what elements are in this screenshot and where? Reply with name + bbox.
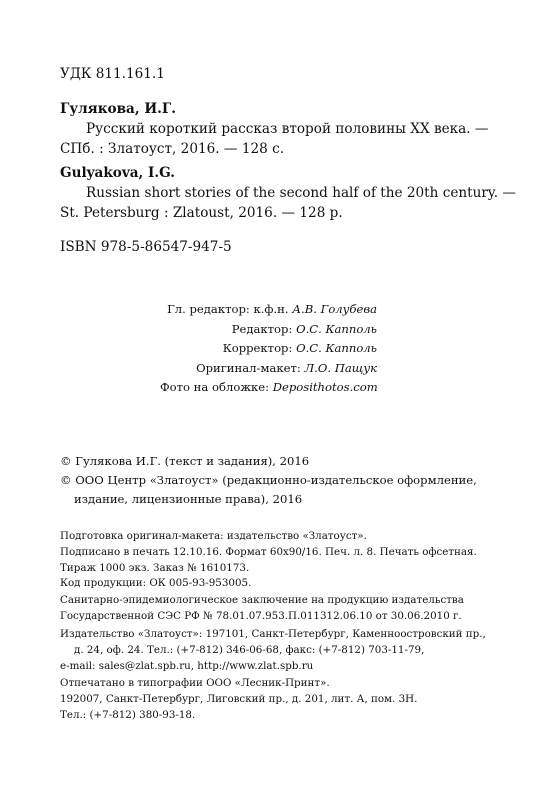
credit-role: Оригинал-макет: <box>196 360 305 375</box>
credit-editor <box>160 320 377 340</box>
publisher-line3: e-mail: sales@zlat.spb.ru, http://www.zlat.spb.ru <box>60 659 314 672</box>
publisher-line1: Издательство «Златоуст»: 197101, Санкт-Петербург, Каменноостровский пр., <box>60 628 486 640</box>
printer-line2: 192007, Санкт-Петербург, Лиговский пр., д. 201, лит. А, пом. 3Н. <box>60 692 418 705</box>
sanitary-block <box>60 593 491 625</box>
udk-code: УДК 811.161.1 <box>60 66 165 82</box>
credit-role: Корректор: <box>222 341 297 355</box>
printer-block <box>60 676 491 723</box>
imprint-prep: Подготовка оригинал-макета: издательство «Златоуст». <box>60 530 367 542</box>
isbn: ISBN 978-5-86547-947-5 <box>60 239 232 255</box>
isbn-block <box>60 237 491 257</box>
credit-person: А.В. Голубева <box>292 302 377 316</box>
sanitary-line1: Санитарно-эпидемиологическое заключение на продукцию издательства <box>60 594 464 606</box>
author-ru: Гулякова, И.Г. <box>60 101 177 117</box>
credit-person: О.С. Капполь <box>296 341 377 355</box>
title-en-line2: St. Petersburg : Zlatoust, 2016. — 128 p. <box>60 205 343 221</box>
copyright-publisher: © ООО Центр «Златоуст» (редакционно-издательское оформление, <box>60 473 477 487</box>
title-en-line1: Russian short stories of the second half of the 20th century. — <box>86 185 516 201</box>
publisher-contacts <box>60 627 491 674</box>
credit-person: Л.О. Пащук <box>304 360 377 375</box>
credits-block <box>160 300 377 398</box>
bib-entry-ru <box>60 99 491 159</box>
copyright-block <box>60 452 491 509</box>
credit-role: Гл. редактор: к.ф.н. <box>167 302 293 316</box>
credit-person: О.С. Капполь <box>296 321 377 336</box>
credit-proofreader <box>160 339 377 359</box>
title-ru-line2: СПб. : Златоуст, 2016. — 128 с. <box>60 141 285 157</box>
credit-editor-in-chief <box>160 300 377 320</box>
printer-line3: Тел.: (+7-812) 380-93-18. <box>60 708 196 721</box>
credit-role: Фото на обложке: <box>160 380 273 394</box>
credit-layout <box>160 359 377 379</box>
udk-block <box>60 64 491 84</box>
imprint-details <box>60 529 491 592</box>
credit-role: Редактор: <box>231 321 297 336</box>
imprint-signed: Подписано в печать 12.10.16. Формат 60х90/16. Печ. л. 8. Печать офсетная. <box>60 545 477 558</box>
title-ru-line1: Русский короткий рассказ второй половины XX века. — <box>86 121 489 137</box>
imprint-code: Код продукции: ОК 005-93-953005. <box>60 577 252 590</box>
credit-person: Deposithotos.com <box>272 380 378 394</box>
credit-cover-photo <box>160 378 377 398</box>
sanitary-line2: Государственной СЭС РФ № 78.01.07.953.П.011312.06.10 от 30.06.2010 г. <box>60 609 462 622</box>
bib-entry-en <box>60 163 516 223</box>
imprint-print-run: Тираж 1000 экз. Заказ № 1610173. <box>60 561 250 574</box>
copyright-author: © Гулякова И.Г. (текст и задания), 2016 <box>60 454 310 468</box>
printer-line1: Отпечатано в типографии ООО «Лесник-Принт». <box>60 677 330 689</box>
author-en: Gulyakova, I.G. <box>60 165 175 181</box>
publisher-line2: д. 24, оф. 24. Тел.: (+7-812) 346-06-68, факс: (+7-812) 703-11-79, <box>74 643 425 656</box>
copyright-publisher-cont: издание, лицензионные права), 2016 <box>74 492 303 506</box>
